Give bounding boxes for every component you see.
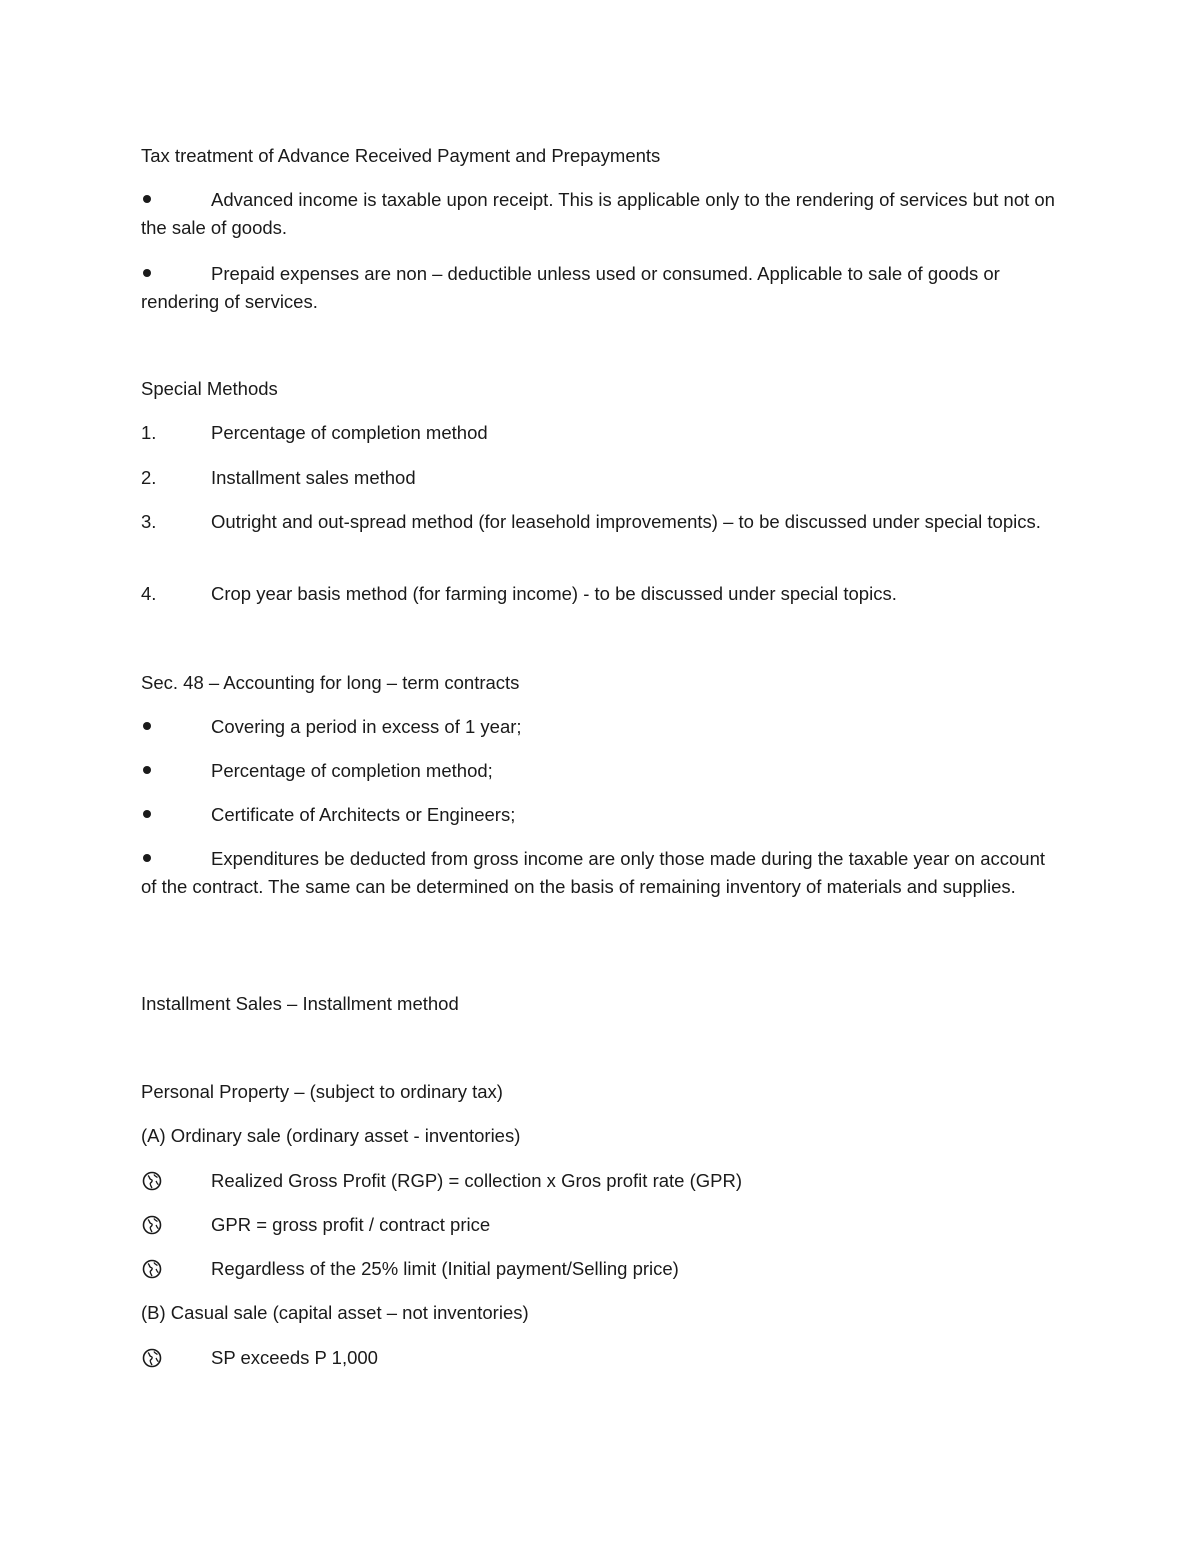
globe-icon <box>142 1215 162 1235</box>
bullet-marker <box>141 757 201 785</box>
bullet-dot-icon <box>143 854 151 862</box>
item-text: Installment sales method <box>211 467 416 488</box>
globe-bullet-item <box>141 1255 1061 1283</box>
bullet-text: Regardless of the 25% limit (Initial payment/Selling price) <box>211 1258 679 1279</box>
bullet-item <box>141 757 1061 785</box>
bullet-marker <box>141 260 201 288</box>
section-heading-sec-48: Sec. 48 – Accounting for long – term contracts <box>141 672 520 693</box>
bullet-dot-icon <box>143 195 151 203</box>
globe-icon <box>142 1348 162 1368</box>
bullet-item <box>141 801 1061 829</box>
bullet-dot-icon <box>143 269 151 277</box>
bullet-item <box>141 186 1061 242</box>
bullet-dot-icon <box>143 810 151 818</box>
bullet-text: Certificate of Architects or Engineers; <box>211 804 516 825</box>
bullet-text: Advanced income is taxable upon receipt. This is applicable only to the rendering of services but not on the sale of goods. <box>141 189 1055 238</box>
bullet-text: GPR = gross profit / contract price <box>211 1214 491 1235</box>
globe-bullet-item <box>141 1344 1061 1372</box>
section-heading-special-methods: Special Methods <box>141 378 278 399</box>
subheading-ordinary-sale: (A) Ordinary sale (ordinary asset - inventories) <box>141 1125 521 1146</box>
globe-icon <box>142 1259 162 1279</box>
numbered-item <box>141 419 1061 447</box>
numbered-item <box>141 464 1061 492</box>
item-number: 2. <box>141 467 157 488</box>
globe-bullet-item <box>141 1211 1061 1239</box>
bullet-item <box>141 845 1061 901</box>
item-number: 1. <box>141 422 157 443</box>
bullet-text: Expenditures be deducted from gross income are only those made during the taxable year on account of the contract. The same can be determined on the basis of remaining inventory of materials and supplies. <box>141 848 1046 897</box>
section-heading-advance-payments: Tax treatment of Advance Received Payment and Prepayments <box>141 145 661 166</box>
bullet-item <box>141 260 1061 316</box>
bullet-marker <box>141 845 201 873</box>
bullet-dot-icon <box>143 722 151 730</box>
bullet-text: Percentage of completion method; <box>211 760 493 781</box>
bullet-text: Covering a period in excess of 1 year; <box>211 716 522 737</box>
bullet-dot-icon <box>143 766 151 774</box>
item-number: 4. <box>141 583 157 604</box>
globe-bullet-item <box>141 1167 1061 1195</box>
numbered-item <box>141 580 1061 608</box>
bullet-marker <box>141 713 201 741</box>
bullet-marker <box>141 801 201 829</box>
subheading-casual-sale: (B) Casual sale (capital asset – not inventories) <box>141 1302 529 1323</box>
bullet-marker <box>141 186 201 214</box>
bullet-text: SP exceeds P 1,000 <box>211 1347 378 1368</box>
bullet-text: Prepaid expenses are non – deductible unless used or consumed. Applicable to sale of goods or rendering of services. <box>141 263 1000 312</box>
bullet-text: Realized Gross Profit (RGP) = collection x Gros profit rate (GPR) <box>211 1170 742 1191</box>
item-text: Crop year basis method (for farming income) - to be discussed under special topics. <box>211 583 897 604</box>
numbered-item <box>141 508 1061 536</box>
item-text: Percentage of completion method <box>211 422 488 443</box>
section-heading-personal-property: Personal Property – (subject to ordinary tax) <box>141 1081 503 1102</box>
section-heading-installment-sales: Installment Sales – Installment method <box>141 993 459 1014</box>
item-text: Outright and out-spread method (for leasehold improvements) – to be discussed under special topics. <box>211 511 1041 532</box>
globe-icon <box>142 1171 162 1191</box>
bullet-item <box>141 713 1061 741</box>
item-number: 3. <box>141 511 157 532</box>
